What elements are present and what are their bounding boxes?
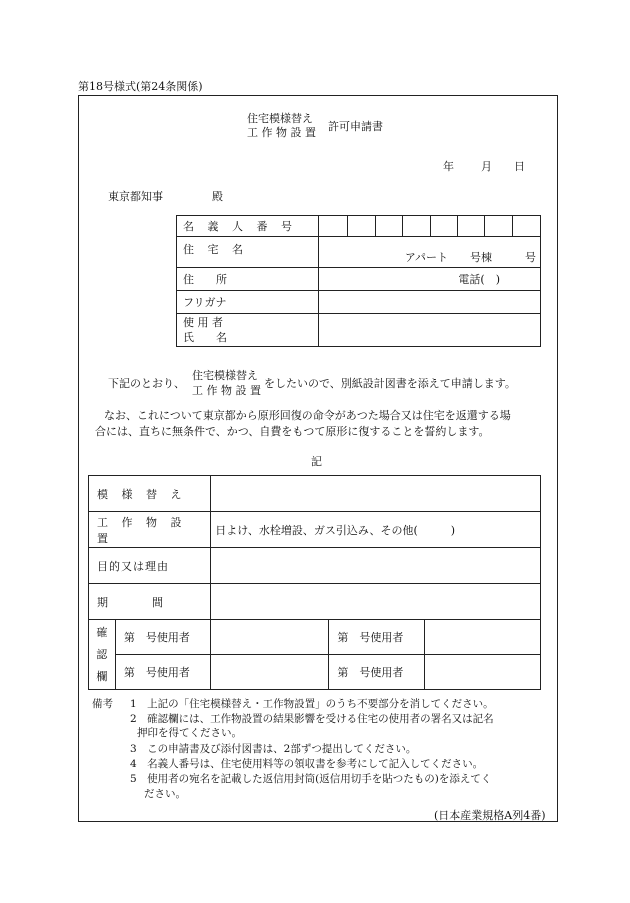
- addressee-name: 東京都知事: [108, 190, 163, 203]
- ki-heading: 記: [311, 455, 322, 468]
- user-label-1: 使 用 者: [183, 316, 223, 329]
- confirm-label-1: 確: [96, 625, 108, 639]
- address-label: 住 所: [177, 268, 319, 291]
- confirm-user-field[interactable]: [424, 620, 540, 655]
- number-box[interactable]: [348, 216, 375, 237]
- house-suffix: アパート 号棟 号: [404, 251, 536, 264]
- user-label-2: 氏 名: [183, 331, 227, 344]
- installation-label: 工 作 物 設 置: [89, 512, 211, 548]
- pledge-line-1: なお、これについて東京都から原形回復の命令があつた場合又は住宅を返還する場: [104, 409, 511, 422]
- body-prefix: 下記のとおり、: [108, 377, 185, 390]
- note-3: 3 この申請書及び添付図書は、2部ずつ提出してください。: [130, 743, 417, 755]
- confirm-user-label: 第 号使用者: [329, 620, 424, 655]
- date-day[interactable]: 日: [514, 160, 525, 173]
- confirm-label-3: 欄: [96, 669, 108, 683]
- confirm-user-field[interactable]: [424, 655, 540, 690]
- user-name-label: [177, 314, 319, 347]
- pledge-line-2: 合には、直ちに無条件で、かつ、自費をもつて原形に復することを誓約します。: [95, 425, 490, 438]
- title-option-remodel: 住宅模様替え: [247, 112, 313, 125]
- addressee-honorific: 殿: [212, 190, 223, 203]
- title-option-installation: 工 作 物 設 置: [247, 126, 316, 139]
- date-month[interactable]: 月: [481, 160, 492, 173]
- body-option-installation: 工 作 物 設 置: [192, 384, 261, 397]
- installation-field[interactable]: [211, 512, 541, 548]
- body-option-remodel: 住宅模様替え: [192, 369, 258, 382]
- number-box[interactable]: [485, 216, 512, 237]
- note-2-cont: 押印を得てください。: [137, 727, 242, 739]
- confirm-user-field[interactable]: [211, 620, 329, 655]
- purpose-field[interactable]: [211, 548, 541, 584]
- address-field[interactable]: [319, 268, 541, 291]
- furigana-field[interactable]: [319, 291, 541, 314]
- note-5-cont: ださい。: [144, 788, 186, 800]
- user-name-field[interactable]: [319, 314, 541, 347]
- applicant-table: [176, 215, 541, 347]
- note-5: 5 使用者の宛名を記載した返信用封筒(返信用切手を貼つたもの)を添えてく: [130, 773, 492, 785]
- house-label: 住 宅 名: [177, 237, 319, 268]
- confirm-user-label: 第 号使用者: [115, 620, 210, 655]
- number-label: 名 義 人 番 号: [177, 216, 319, 237]
- note-1: 1 上記の「住宅模様替え・工作物設置」のうち不要部分を消してください。: [130, 698, 494, 710]
- confirm-user-field[interactable]: [211, 655, 329, 690]
- paper-size-note: (日本産業規格A列4番): [434, 809, 546, 822]
- furigana-label: フリガナ: [177, 291, 319, 314]
- phone-label: 電話( ): [458, 273, 500, 286]
- confirm-user-label: 第 号使用者: [115, 655, 210, 690]
- installation-value: 日よけ、水栓増設、ガス引込み、その他( ): [215, 523, 456, 537]
- number-box[interactable]: [375, 216, 402, 237]
- form-number: 第18号様式(第24条関係): [78, 80, 203, 93]
- confirm-user-label: 第 号使用者: [329, 655, 424, 690]
- number-box[interactable]: [403, 216, 430, 237]
- details-table: [88, 475, 541, 690]
- house-field[interactable]: [319, 237, 541, 268]
- confirm-label: [89, 620, 116, 690]
- body-suffix: をしたいので、別紙設計図書を添えて申請します。: [264, 377, 516, 390]
- remodel-field[interactable]: [211, 476, 541, 512]
- confirm-label-2: 認: [96, 647, 108, 661]
- number-box[interactable]: [512, 216, 540, 237]
- title-suffix: 許可申請書: [328, 120, 383, 133]
- number-box[interactable]: [457, 216, 484, 237]
- number-box[interactable]: [430, 216, 457, 237]
- note-4: 4 名義人番号は、住宅使用料等の領収書を参考にして記入してください。: [130, 758, 484, 770]
- purpose-label: 目的又は理由: [89, 548, 211, 584]
- date-year[interactable]: 年: [443, 160, 454, 173]
- remodel-label: 模 様 替 え: [89, 476, 211, 512]
- period-field[interactable]: [211, 584, 541, 620]
- note-2: 2 確認欄には、工作物設置の結果影響を受ける住宅の使用者の署名又は記名: [130, 713, 494, 725]
- period-label: 期 間: [89, 584, 211, 620]
- notes-heading: 備考: [92, 698, 113, 710]
- number-box[interactable]: [319, 216, 348, 237]
